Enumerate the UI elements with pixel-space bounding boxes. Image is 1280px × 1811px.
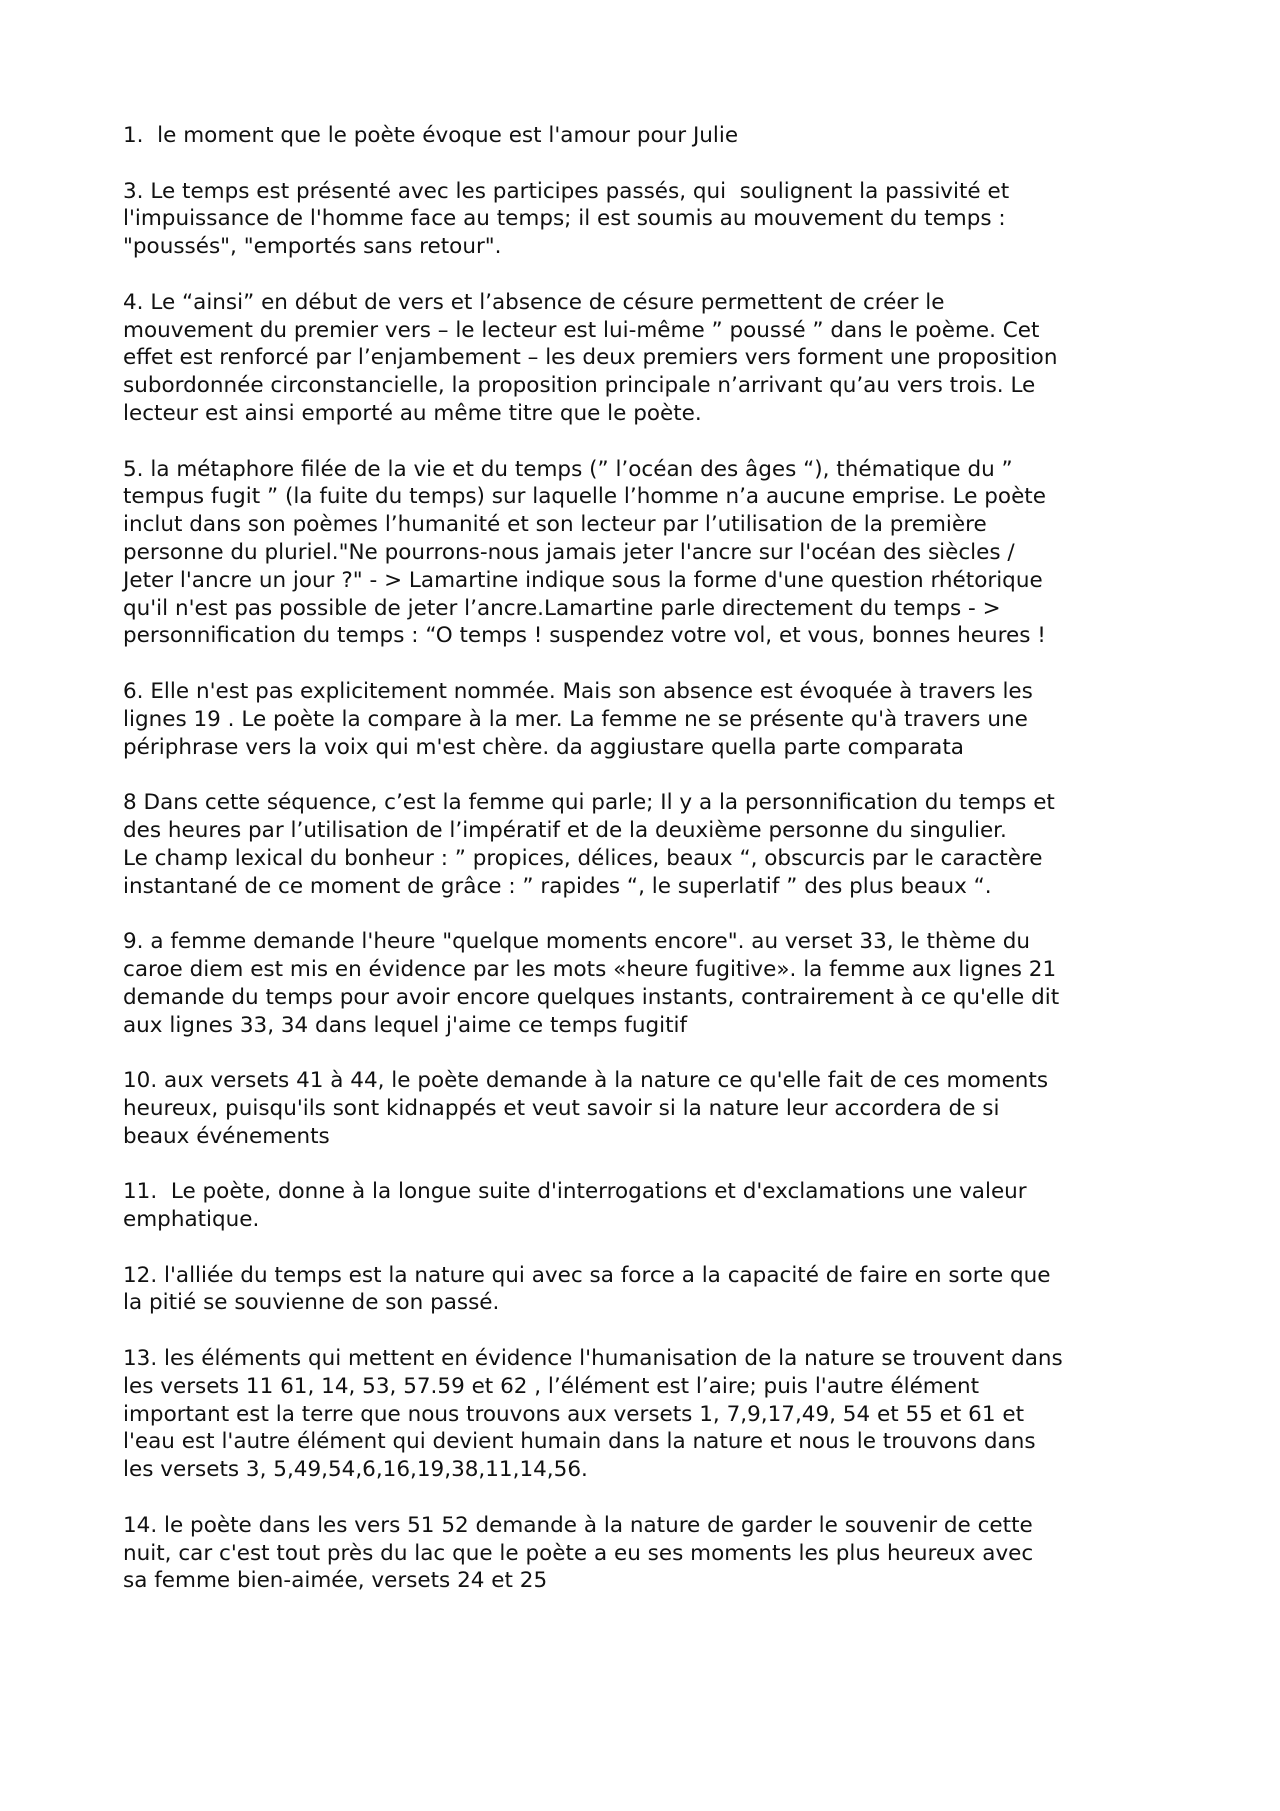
answer-5: 5. la métaphore filée de la vie et du temps (” l’océan des âges “), thématique du ” tempus fugit ” (la fuite du temps) sur laquelle l’homme n’a aucune emprise. Le poète inclut dans son poèmes l’humanité et son lecteur par l’utilisation de la première personne du pluriel."Ne pourrons-nous jamais jeter l'ancre sur l'océan des siècles / Jeter l'ancre un jour ?" - > Lamartine indique sous la forme d'une question rhétorique qu'il n'est pas possible de jeter l’ancre.Lamartine parle directement du temps - > personnification du temps : “O temps ! suspendez votre vol, et vous, bonnes heures ! xyxy=(123,456,1046,649)
answer-12: 12. l'alliée du temps est la nature qui avec sa force a la capacité de faire en sorte que la pitié se souvienne de son passé. xyxy=(123,1262,1051,1316)
answer-13: 13. les éléments qui mettent en évidence l'humanisation de la nature se trouvent dans les versets 11 61, 14, 53, 57.59 et 62 , l’élément est l’aire; puis l'autre élément important est la terre que nous trouvons aux versets 1, 7,9,17,49, 54 et 55 et 61 et l'eau est l'autre élément qui devient humain dans la nature et nous le trouvons dans les versets 3, 5,49,54,6,16,19,38,11,14,56. xyxy=(123,1346,1063,1483)
answer-10: 10. aux versets 41 à 44, le poète demande à la nature ce qu'elle fait de ces moments heureux, puisqu'ils sont kidnappés et veut savoir si la nature leur accordera de si beaux événements xyxy=(123,1068,1049,1149)
answer-4: 4. Le “ainsi” en début de vers et l’absence de césure permettent de créer le mouvement du premier vers – le lecteur est lui-même ” poussé ” dans le poème. Cet effet est renforcé par l’enjambement – les deux premiers vers forment une proposition subordonnée circonstancielle, la proposition principale n’arrivant qu’au vers trois. Le lecteur est ainsi emporté au même titre que le poète. xyxy=(123,289,1058,426)
answer-9: 9. a femme demande l'heure "quelque moments encore". au verset 33, le thème du caroe diem est mis en évidence par les mots «heure fugitive». la femme aux lignes 21 demande du temps pour avoir encore quelques instants, contrairement à ce qu'elle dit aux lignes 33, 34 dans lequel j'aime ce temps fugitif xyxy=(123,929,1060,1038)
answer-3: 3. Le temps est présenté avec les participes passés, qui soulignent la passivité et l'impuissance de l'homme face au temps; il est soumis au mouvement du temps : "poussés", "emportés sans retour". xyxy=(123,178,1010,260)
answer-14: 14. le poète dans les vers 51 52 demande à la nature de garder le souvenir de cette nuit, car c'est tout près du lac que le poète a eu ses moments les plus heureux avec sa femme bien-aimée, versets 24 et 25 xyxy=(123,1512,1034,1594)
answer-8: 8 Dans cette séquence, c’est la femme qui parle; Il y a la personnification du temps et des heures par l’utilisation de l’impératif et de la deuxième personne du singulier. Le champ lexical du bonheur : ” propices, délices, beaux “, obscurcis par le caractère instantané de ce moment de grâce : ” rapides “, le superlatif ” des plus beaux “. xyxy=(123,790,1055,899)
document-body xyxy=(123,122,1173,1623)
answer-11: 11. Le poète, donne à la longue suite d'interrogations et d'exclamations une valeur emphatique. xyxy=(123,1179,1027,1233)
answer-1: 1. le moment que le poète évoque est l'amour pour Julie xyxy=(123,123,739,148)
answer-6: 6. Elle n'est pas explicitement nommée. Mais son absence est évoquée à travers les lignes 19 . Le poète la compare à la mer. La femme ne se présente qu'à travers une périphrase vers la voix qui m'est chère. da aggiustare quella parte comparata xyxy=(123,678,1033,760)
